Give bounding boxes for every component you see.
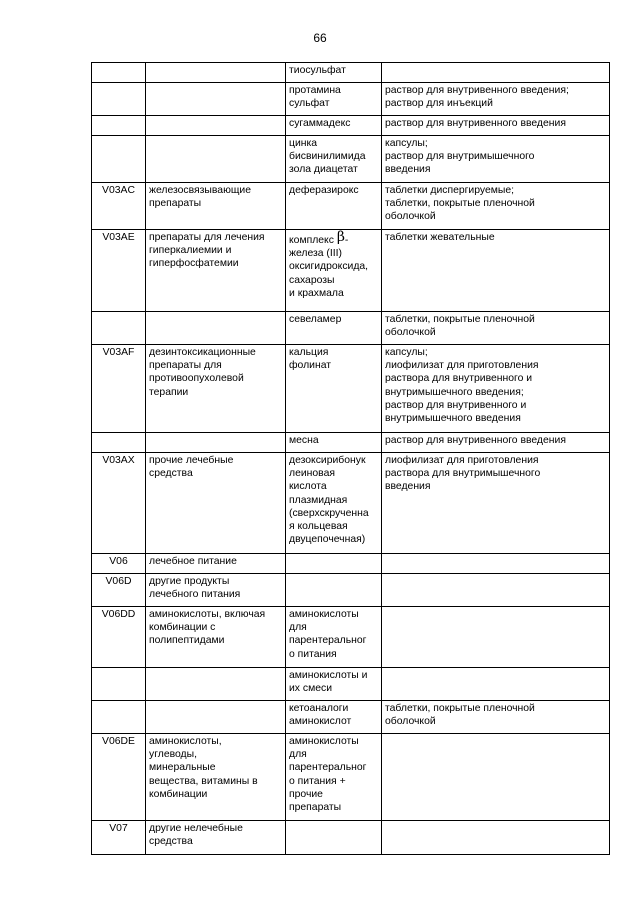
atc-code [92,83,146,116]
atc-code: V07 [92,821,146,855]
atc-code: V03AC [92,183,146,230]
dosage-form [382,821,610,855]
beta-symbol: β [336,229,345,245]
table-row [92,63,610,83]
drug-name: аминокислоты и их смеси [286,668,382,701]
atc-code [92,312,146,345]
table-row [92,554,610,574]
drug-group: прочие лечебные средства [146,453,286,554]
atc-code: V03AX [92,453,146,554]
drug-name: протамина сульфат [286,83,382,116]
drug-name: железа (III) оксигидроксида, сахарозы и крахмала [289,248,369,299]
drug-group: лечебное питание [146,554,286,574]
drug-group [146,136,286,183]
page-number: 66 [313,31,327,45]
atc-code: V06DD [92,607,146,668]
dosage-form: капсулы; раствор для внутримышечного введения [382,136,610,183]
drug-group: другие продукты лечебного питания [146,574,286,607]
drug-name [286,821,382,855]
drug-name: месна [286,433,382,453]
drug-group [146,63,286,83]
drug-name: аминокислоты для парентеральног о питания [286,607,382,668]
drug-group [146,668,286,701]
drug-name-hyphen: - [344,235,349,246]
drug-name: кетоаналоги аминокислот [286,701,382,734]
table-row [92,734,610,821]
drug-group [146,83,286,116]
table-row [92,116,610,136]
drug-group [146,701,286,734]
drug-name: деферазирокс [286,183,382,230]
table-row [92,83,610,116]
drug-name: дезоксирибонук леиновая кислота плазмидная (сверхскрученна я кольцевая двуцепочечная) [286,453,382,554]
dosage-form: лиофилизат для приготовления раствора для внутримышечного введения [382,453,610,554]
dosage-form [382,607,610,668]
drug-name: цинка бисвинилимида зола диацетат [286,136,382,183]
drug-group [146,116,286,136]
drug-name [286,554,382,574]
dosage-form [382,668,610,701]
table-row [92,230,610,312]
atc-code: V06 [92,554,146,574]
atc-code [92,116,146,136]
atc-code: V06DE [92,734,146,821]
drug-group: аминокислоты, включая комбинации с полипептидами [146,607,286,668]
atc-code [92,701,146,734]
drug-group [146,312,286,345]
drug-name: севеламер [286,312,382,345]
medication-table [91,62,610,855]
drug-name-cell [286,230,382,312]
drug-group: железосвязывающие препараты [146,183,286,230]
drug-name: тиосульфат [286,63,382,83]
dosage-form: таблетки, покрытые пленочной оболочкой [382,312,610,345]
dosage-form: таблетки жевательные [382,230,610,312]
table-row [92,607,610,668]
drug-name: сугаммадекс [286,116,382,136]
dosage-form [382,63,610,83]
atc-code [92,433,146,453]
dosage-form: таблетки, покрытые пленочной оболочкой [382,701,610,734]
atc-code: V06D [92,574,146,607]
table-row [92,433,610,453]
dosage-form: раствор для внутривенного введения [382,116,610,136]
drug-group: другие нелечебные средства [146,821,286,855]
dosage-form: таблетки диспергируемые; таблетки, покрытые пленочной оболочкой [382,183,610,230]
atc-code [92,136,146,183]
atc-code [92,668,146,701]
dosage-form: раствор для внутривенного введения [382,433,610,453]
drug-name: аминокислоты для парентеральног о питания + прочие препараты [286,734,382,821]
drug-group [146,433,286,453]
table-row [92,312,610,345]
atc-code [92,63,146,83]
drug-name-prefix: комплекс [289,235,337,246]
table-row [92,821,610,855]
dosage-form: капсулы; лиофилизат для приготовления раствора для внутривенного и внутримышечного введения; раствор для внутривенного и внутримышечного введения [382,345,610,433]
drug-group: аминокислоты, углеводы, минеральные вещества, витамины в комбинации [146,734,286,821]
table-row [92,668,610,701]
dosage-form [382,574,610,607]
table-row [92,701,610,734]
atc-code: V03AF [92,345,146,433]
dosage-form [382,734,610,821]
drug-group: препараты для лечения гиперкалиемии и гиперфосфатемии [146,230,286,312]
table-row [92,136,610,183]
medication-table-body [92,63,610,855]
atc-code: V03AE [92,230,146,312]
table-row [92,345,610,433]
table-row [92,574,610,607]
drug-name: кальция фолинат [286,345,382,433]
table-row [92,183,610,230]
table-row [92,453,610,554]
drug-name [286,574,382,607]
drug-group: дезинтоксикационные препараты для противоопухолевой терапии [146,345,286,433]
dosage-form [382,554,610,574]
dosage-form: раствор для внутривенного введения; раствор для инъекций [382,83,610,116]
